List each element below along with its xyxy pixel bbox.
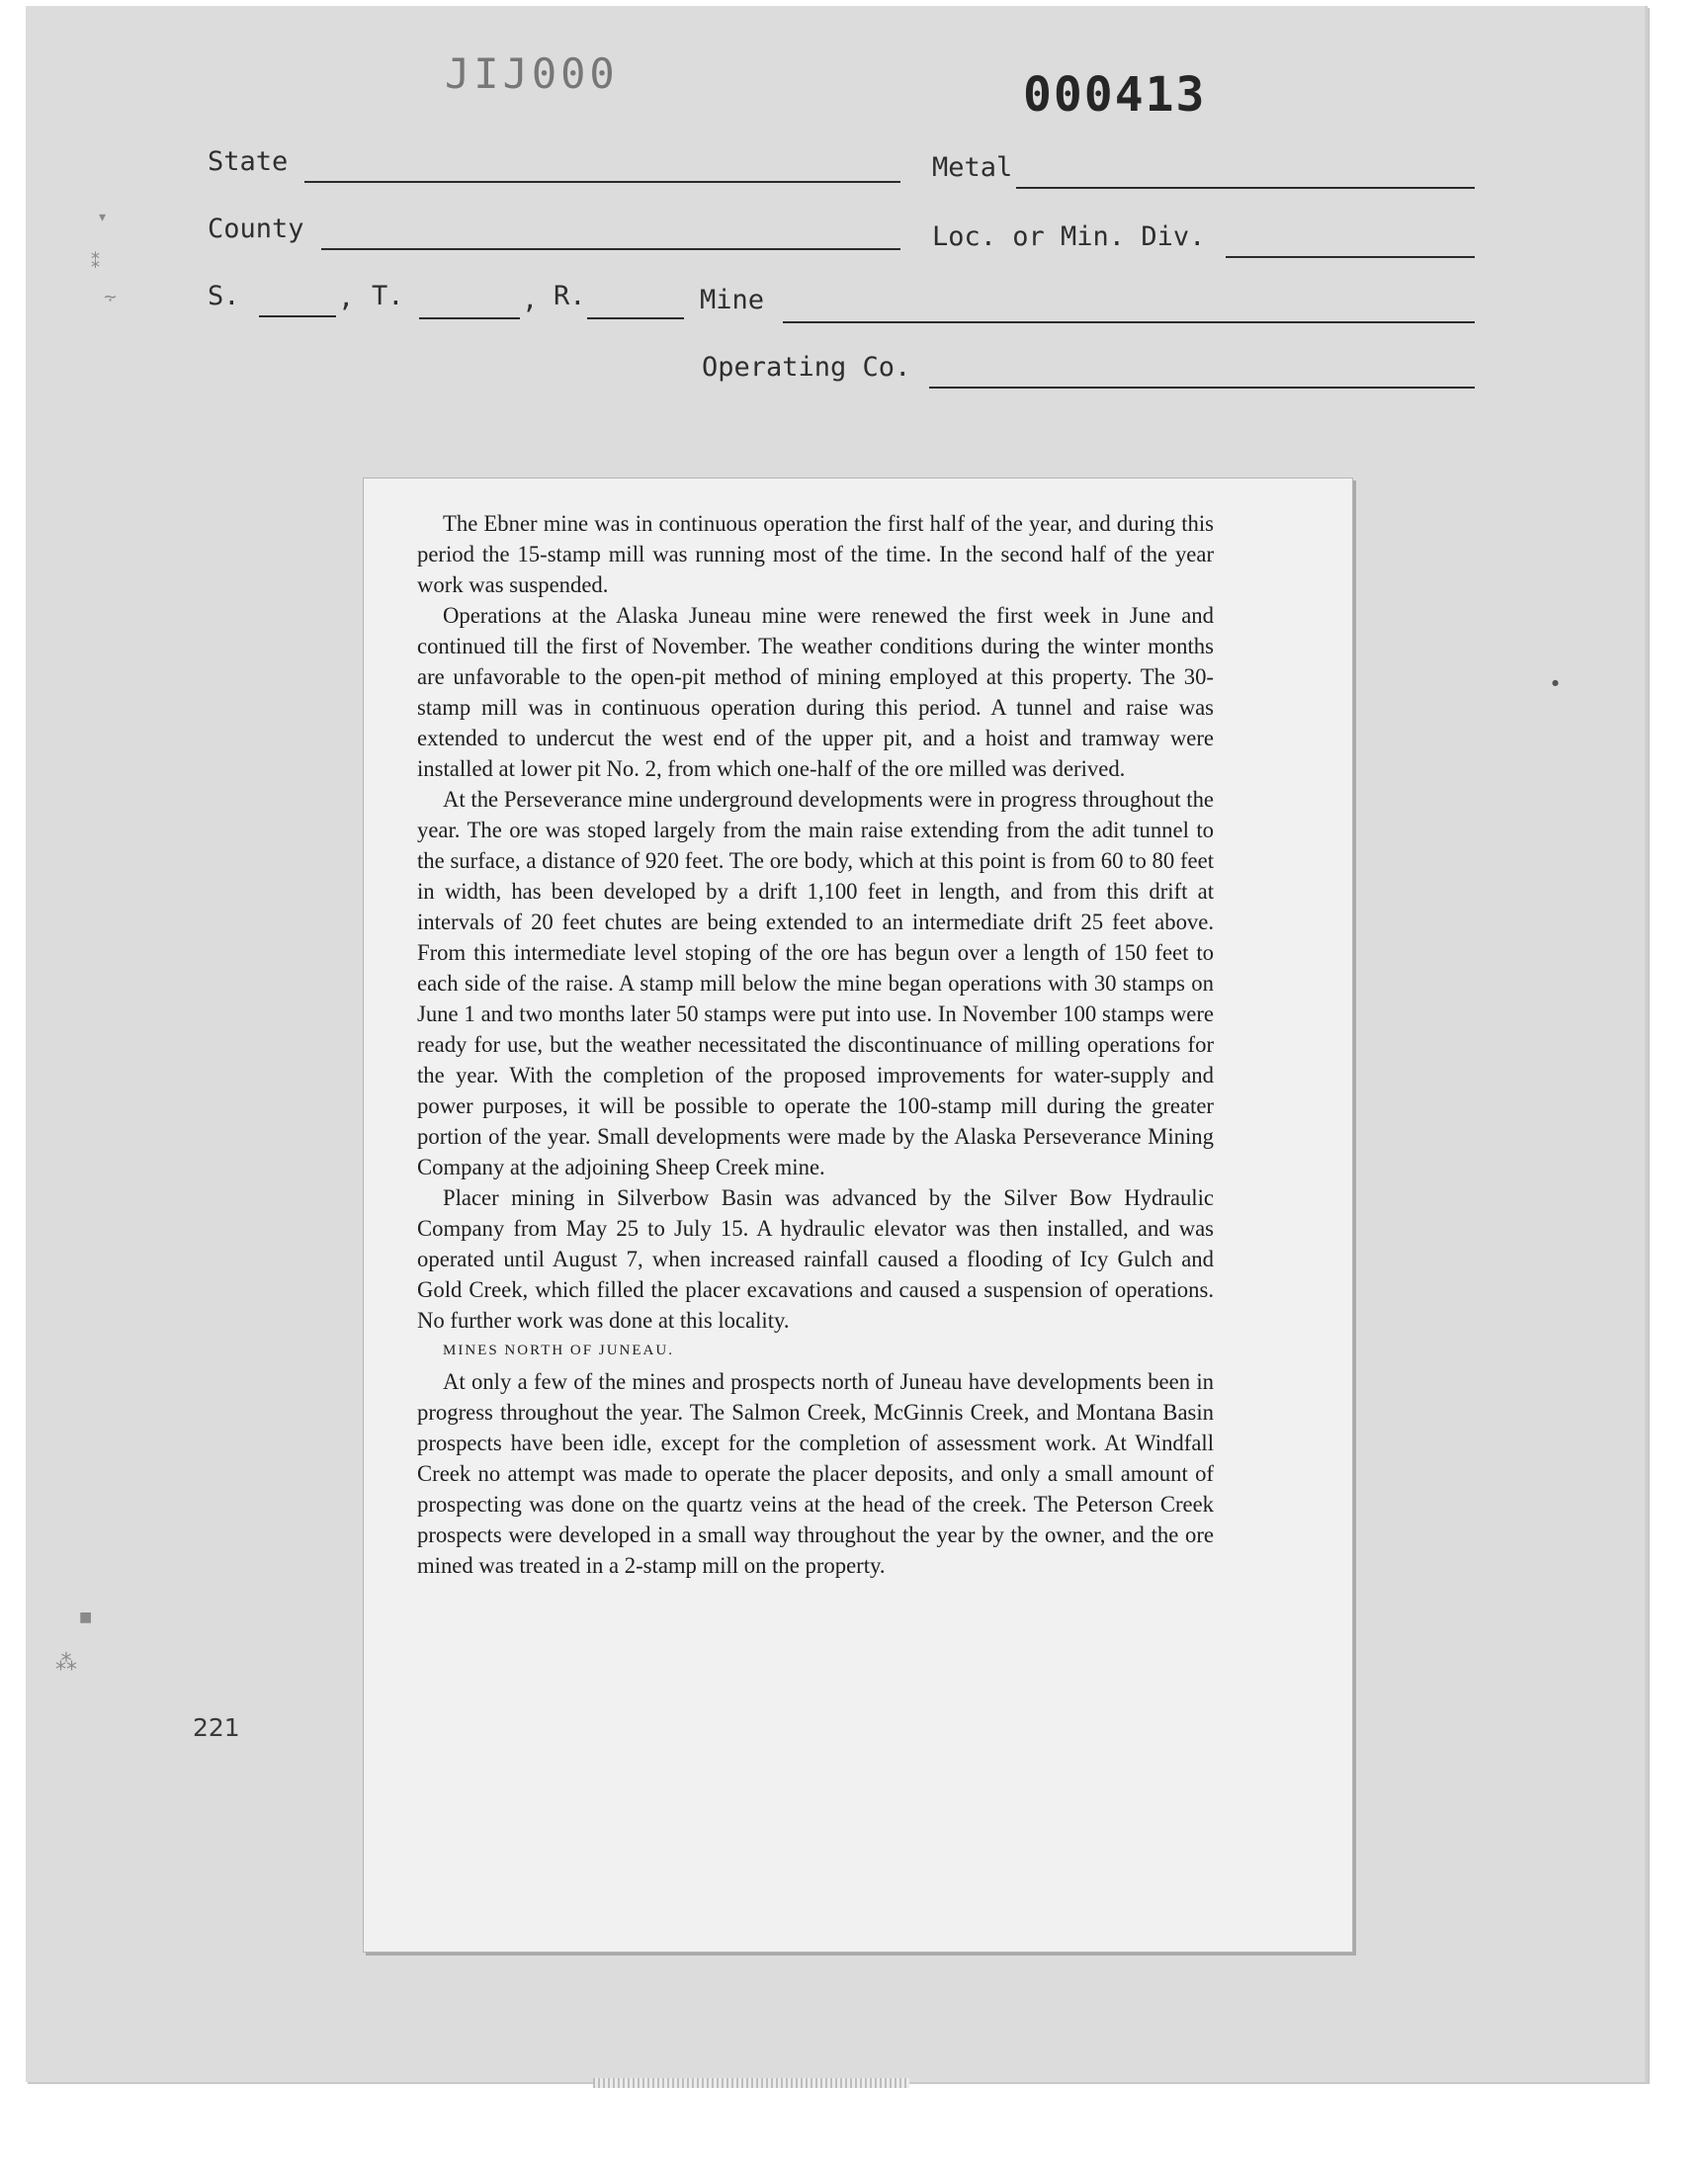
document-clipping: [363, 478, 1353, 1953]
township-label: T.: [372, 281, 404, 311]
margin-mark: ▾: [99, 210, 107, 225]
paragraph: At only a few of the mines and prospects north of Juneau have developments been in progress throughout the year. The Salmon Creek, McGinnis Creek, and Montana Basin prospects have been idle, except for the completion of assessment work. At Windfall Creek no attempt was made to operate the placer deposits, and only a small amount of prospecting was done on the quartz veins at the head of the creek. The Peterson Creek prospects were developed in a small way throughout the year by the owner, and the ore mined was treated in a 2-stamp mill on the property.: [417, 1369, 1214, 1578]
file-stamp-number: 000413: [1023, 67, 1207, 123]
page-number: 221: [193, 1713, 240, 1742]
section-label: S.: [208, 281, 240, 311]
margin-mark: ⸟: [103, 287, 119, 307]
operating-company-field-line: [929, 387, 1475, 389]
operating-company-label: Operating Co.: [702, 352, 911, 383]
section-heading: MINES NORTH OF JUNEAU.: [443, 1343, 674, 1358]
margin-mark: ■: [79, 1610, 93, 1625]
township-field-line: [419, 317, 520, 319]
section-field-line: [259, 315, 336, 317]
mine-field-line: [783, 321, 1475, 323]
range-field-line: [587, 317, 684, 319]
clipping-body: [417, 508, 1214, 1581]
comma-separator: ,: [522, 285, 539, 315]
mine-label: Mine: [700, 285, 765, 315]
margin-mark: ⁂: [55, 1651, 77, 1676]
range-label: R.: [554, 281, 586, 311]
paragraph: Operations at the Alaska Juneau mine were renewed the first week in June and continued till the first of November. The weather conditions during the winter months are unfavorable to the open-pit method of mining employed at this property. The 30-stamp mill was in continuous operation during this period. A tunnel and raise was extended to undercut the west end of the upper pit, and a hoist and tramway were installed at lower pit No. 2, from which one-half of the ore milled was derived.: [417, 603, 1214, 781]
metal-field-line: [1016, 187, 1475, 189]
paragraph: The Ebner mine was in continuous operation the first half of the year, and during this period the 15-stamp mill was running most of the time. In the second half of the year work was suspended.: [417, 511, 1214, 597]
county-label: County: [208, 214, 304, 244]
state-field-line: [304, 181, 900, 183]
scan-artifact-strip: [593, 2078, 909, 2088]
margin-mark: ●: [1552, 678, 1559, 687]
file-stamp-left: JIJ000: [445, 49, 619, 98]
margin-mark: ⁑: [91, 252, 100, 273]
metal-label: Metal: [932, 152, 1013, 183]
comma-separator: ,: [338, 283, 355, 313]
paragraph: At the Perseverance mine underground developments were in progress throughout the year. The ore was stoped largely from the main raise extending from the adit tunnel to the surface, a distance of 920 feet. The ore body, which at this point is from 60 to 80 feet in width, has been developed by a drift 1,100 feet in length, and from this drift at intervals of 20 feet chutes are being extended to an intermediate drift 25 feet above. From this intermediate level stoping of the ore has begun over a length of 150 feet to each side of the raise. A stamp mill below the mine began operations with 30 stamps on June 1 and two months later 50 stamps were put into use. In November 100 stamps were ready for use, but the weather necessitated the discontinuance of milling operations for the year. With the completion of the proposed improvements for water-supply and power purposes, it will be possible to operate the 100-stamp mill during the greater portion of the year. Small developments were made by the Alaska Perseverance Mining Company at the adjoining Sheep Creek mine.: [417, 787, 1214, 1179]
location-field-line: [1226, 256, 1475, 258]
county-field-line: [321, 248, 900, 250]
state-label: State: [208, 146, 289, 177]
location-label: Loc. or Min. Div.: [932, 221, 1206, 252]
paragraph: Placer mining in Silverbow Basin was advanced by the Silver Bow Hydraulic Company from May 25 to July 15. A hydraulic elevator was then installed, and was operated until August 7, when increased rainfall caused a flooding of Icy Gulch and Gold Creek, which filled the placer excavations and caused a suspension of operations. No further work was done at this locality.: [417, 1185, 1214, 1333]
